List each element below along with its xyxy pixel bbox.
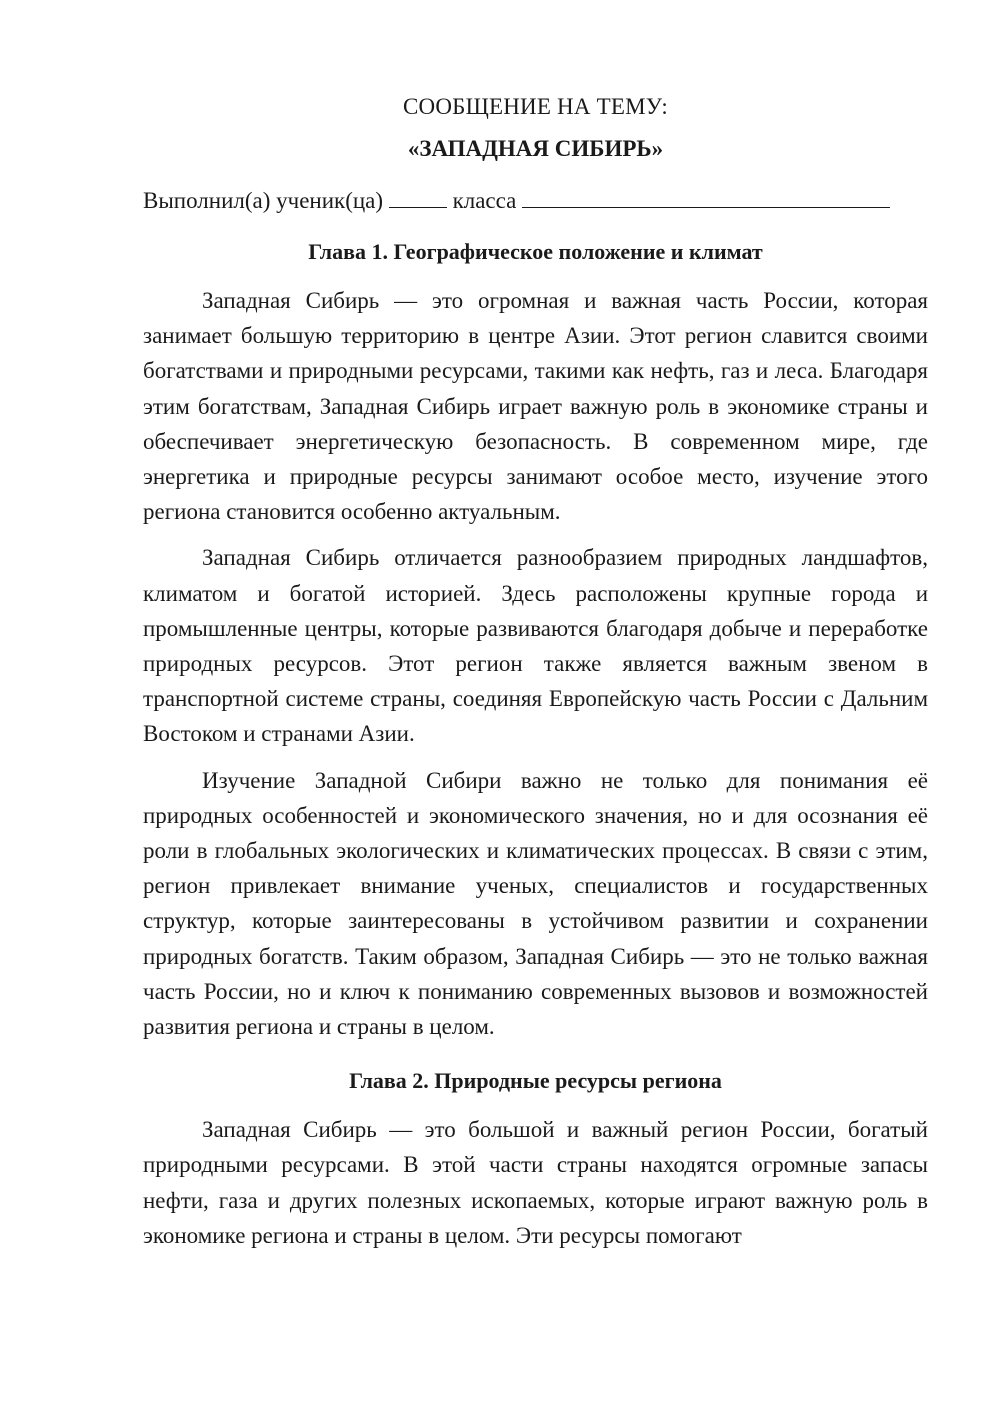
- document-header-line1: СООБЩЕНИЕ НА ТЕМУ:: [403, 94, 668, 119]
- document-title: «ЗАПАДНАЯ СИБИРЬ»: [407, 136, 664, 161]
- author-byline: [143, 185, 928, 216]
- chapter-1-paragraph: Западная Сибирь отличается разнообразием природных ландшафтов, климатом и богатой историей. Здесь расположены крупные города и промышленные центры, которые развиваются благодаря добыче и переработке природных ресурсов. Этот регион также является важным звеном в транспортной системе страны, соединяя Европейскую часть России с Дальним Востоком и странами Азии.: [143, 545, 928, 747]
- byline-author-label: Выполнил(а) ученик(ца): [143, 188, 384, 213]
- chapter-1-paragraph: Изучение Западной Сибири важно не только для понимания её природных особенностей и экономического значения, но и для осознания её роли в глобальных экологических и климатических процессах. В связи с этим, регион привлекает внимание ученых, специалистов и государственных структур, которые заинтересованы в устойчивом развитии и сохранении природных богатств. Таким образом, Западная Сибирь — это не только важная часть России, но и ключ к пониманию современных вызовов и возможностей развития региона и страны в целом.: [143, 767, 928, 1040]
- chapter-1-paragraph: Западная Сибирь — это огромная и важная часть России, которая занимает большую территорию в центре Азии. Этот регион славится своими богатствами и природными ресурсами, такими как нефть, газ и леса. Благодаря этим богатствам, Западная Сибирь играет важную роль в экономике страны и обеспечивает энергетическую безопасность. В современном мире, где энергетика и природные ресурсы занимают особое место, изучение этого региона становится особенно актуальным.: [143, 288, 928, 525]
- document-page: [143, 92, 928, 1253]
- chapter-1-title: Глава 1. Географическое положение и климат: [308, 239, 763, 264]
- class-name-blank: [522, 185, 890, 208]
- chapter-2-paragraph: Западная Сибирь — это большой и важный регион России, богатый природными ресурсами. В этой части страны находятся огромные запасы нефти, газа и других полезных ископаемых, которые играют важную роль в экономике региона и страны в целом. Эти ресурсы помогают: [143, 1117, 928, 1248]
- byline-class-label: класса: [452, 188, 517, 213]
- chapter-2-title: Глава 2. Природные ресурсы региона: [349, 1068, 722, 1094]
- class-number-blank: [389, 185, 447, 208]
